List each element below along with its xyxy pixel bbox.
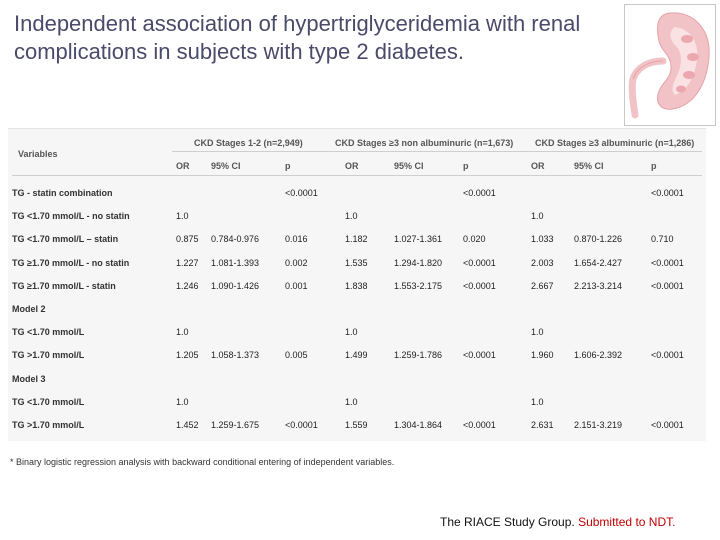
header-divider: [172, 151, 702, 152]
table-cell: 0.710: [651, 234, 674, 244]
table-cell: 1.499: [345, 350, 368, 360]
slide-title: Independent association of hypertriglyceridemia with renal complications in subjects with type 2 diabetes.: [14, 11, 581, 64]
table-cell: 1.0: [176, 327, 189, 337]
footnote: * Binary logistic regression analysis with backward conditional entering of independent variables.: [10, 457, 395, 467]
table-cell: 1.0: [345, 327, 358, 337]
variables-header: Variables: [18, 149, 58, 159]
row-label: TG <1.70 mmol/L: [12, 397, 85, 407]
citation: [440, 515, 675, 529]
row-label: Model 2: [12, 304, 46, 314]
table-cell: 1.0: [531, 327, 544, 337]
table-cell: 1.090-1.426: [211, 281, 260, 291]
table-cell: <0.0001: [651, 188, 684, 198]
table-cell: 1.0: [176, 397, 189, 407]
row-label: TG ≥1.70 mmol/L - statin: [12, 281, 116, 291]
table-cell: 1.535: [345, 258, 368, 268]
table-cell: 1.182: [345, 234, 368, 244]
table-cell: 1.027-1.361: [394, 234, 443, 244]
table-cell: 0.016: [285, 234, 308, 244]
table-cell: 1.205: [176, 350, 199, 360]
table-cell: <0.0001: [651, 420, 684, 430]
column-header: OR: [176, 161, 190, 171]
table-cell: 1.606-2.392: [574, 350, 623, 360]
table-cell: 0.875: [176, 234, 199, 244]
row-label: Model 3: [12, 374, 46, 384]
row-label: TG >1.70 mmol/L: [12, 420, 85, 430]
table-cell: 2.003: [531, 258, 554, 268]
table-cell: <0.0001: [651, 258, 684, 268]
row-label: TG <1.70 mmol/L - no statin: [12, 211, 130, 221]
citation-highlight: Submitted to NDT.: [578, 515, 676, 529]
column-header: OR: [345, 161, 359, 171]
table-cell: 1.0: [531, 211, 544, 221]
group-header-3: CKD Stages ≥3 albuminuric (n=1,286): [535, 138, 695, 148]
table-cell: 1.294-1.820: [394, 258, 443, 268]
table-cell: 1.227: [176, 258, 199, 268]
table-cell: 1.960: [531, 350, 554, 360]
column-header: 95% CI: [394, 161, 424, 171]
group-header-1: CKD Stages 1-2 (n=2,949): [194, 138, 303, 148]
table-cell: 1.259-1.675: [211, 420, 260, 430]
table-cell: 1.0: [345, 211, 358, 221]
column-header: p: [651, 161, 657, 171]
table-cell: <0.0001: [463, 350, 496, 360]
column-header: p: [463, 161, 469, 171]
table-cell: 0.001: [285, 281, 308, 291]
table-cell: 1.0: [531, 397, 544, 407]
table-cell: 0.870-1.226: [574, 234, 623, 244]
group-header-2: CKD Stages ≥3 non albuminuric (n=1,673): [335, 138, 514, 148]
row-label: TG - statin combination: [12, 188, 113, 198]
row-label: TG >1.70 mmol/L: [12, 350, 85, 360]
table-cell: 1.081-1.393: [211, 258, 260, 268]
table-cell: <0.0001: [463, 420, 496, 430]
table-cell: 1.259-1.786: [394, 350, 443, 360]
column-header: OR: [531, 161, 545, 171]
column-header: 95% CI: [574, 161, 604, 171]
table-cell: 1.0: [176, 211, 189, 221]
row-label: TG <1.70 mmol/L – statin: [12, 234, 119, 244]
table-cell: 0.002: [285, 258, 308, 268]
table-cell: 1.559: [345, 420, 368, 430]
table-cell: 1.654-2.427: [574, 258, 623, 268]
table-cell: <0.0001: [285, 188, 318, 198]
table-cell: 1.452: [176, 420, 199, 430]
table-cell: 0.005: [285, 350, 308, 360]
table-cell: 2.151-3.219: [574, 420, 623, 430]
subheader-divider: [12, 175, 702, 176]
table-cell: 1.838: [345, 281, 368, 291]
row-label: TG <1.70 mmol/L: [12, 327, 85, 337]
column-header: p: [285, 161, 291, 171]
table-cell: 2.667: [531, 281, 554, 291]
table-cell: 1.058-1.373: [211, 350, 260, 360]
table-cell: 1.0: [345, 397, 358, 407]
table-cell: <0.0001: [463, 188, 496, 198]
table-cell: 1.246: [176, 281, 199, 291]
table-cell: <0.0001: [651, 350, 684, 360]
table-cell: <0.0001: [463, 281, 496, 291]
table-cell: <0.0001: [285, 420, 318, 430]
citation-text: The RIACE Study Group.: [440, 515, 575, 529]
table-cell: 0.020: [463, 234, 486, 244]
table-cell: 1.553-2.175: [394, 281, 443, 291]
table-cell: <0.0001: [463, 258, 496, 268]
table-cell: 2.213-3.214: [574, 281, 623, 291]
kidney-icon: [625, 5, 715, 125]
table-cell: 1.033: [531, 234, 554, 244]
table-cell: <0.0001: [651, 281, 684, 291]
kidney-image: [624, 4, 716, 126]
table-cell: 2.631: [531, 420, 554, 430]
row-label: TG ≥1.70 mmol/L - no statin: [12, 258, 130, 268]
table-cell: 0.784-0.976: [211, 234, 260, 244]
results-table: [8, 128, 706, 441]
table-cell: 1.304-1.864: [394, 420, 443, 430]
column-header: 95% CI: [211, 161, 241, 171]
